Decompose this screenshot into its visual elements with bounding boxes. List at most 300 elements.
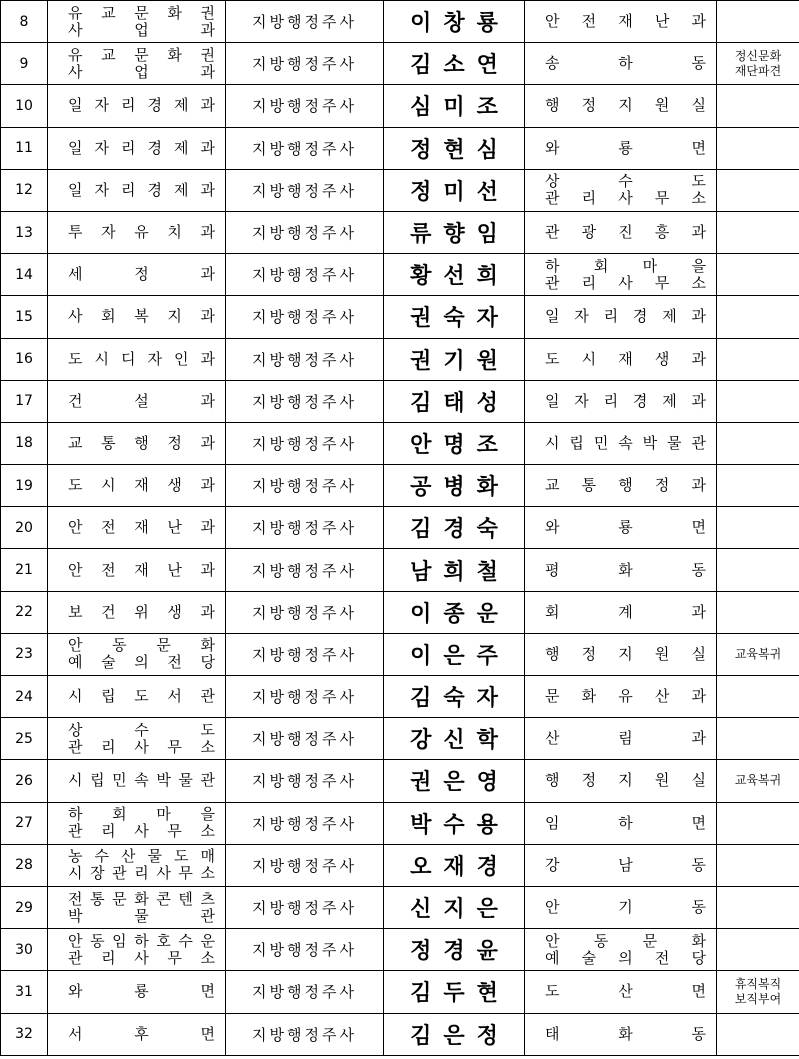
- remark-cell: [717, 338, 799, 380]
- dept-char: 권: [200, 45, 215, 64]
- name-cell: 권숙자: [384, 296, 525, 338]
- previous-dept-cell: [48, 633, 226, 675]
- dept-char: 호: [156, 931, 171, 950]
- table-row: [1, 802, 799, 844]
- dept-char: 리: [121, 180, 136, 199]
- grade-cell: 지방행정주사: [226, 760, 384, 802]
- dept-line: [545, 308, 706, 325]
- dept-char: 소: [200, 864, 215, 883]
- grade-cell: 지방행정주사: [226, 929, 384, 971]
- dept-line: [68, 435, 215, 452]
- name-cell: 심미조: [384, 85, 525, 127]
- new-dept-cell: [525, 507, 717, 549]
- row-number: 18: [1, 422, 48, 464]
- dept-char: 면: [200, 982, 215, 1001]
- dept-char: 과: [691, 12, 706, 31]
- dept-char: 과: [200, 391, 215, 410]
- dept-char: 관: [68, 948, 83, 967]
- table-row: [1, 127, 799, 169]
- dept-char: 유: [68, 3, 83, 22]
- dept-line: [68, 772, 215, 789]
- dept-char: 과: [691, 349, 706, 368]
- dept-line: [545, 351, 706, 368]
- dept-line: [68, 933, 215, 950]
- name-cell: 정경윤: [384, 929, 525, 971]
- grade-cell: 지방행정주사: [226, 1013, 384, 1056]
- table-row: [1, 211, 799, 253]
- dept-char: 리: [121, 96, 136, 115]
- dept-char: 후: [134, 1024, 149, 1043]
- remark-cell: [717, 718, 799, 760]
- dept-char: 임: [545, 813, 560, 832]
- dept-char: 와: [545, 518, 560, 537]
- dept-char: 제: [662, 391, 677, 410]
- dept-char: 상: [68, 720, 83, 739]
- previous-dept-cell: [48, 929, 226, 971]
- dept-char: 관: [200, 906, 215, 925]
- new-dept-cell: [525, 929, 717, 971]
- dept-char: 면: [691, 813, 706, 832]
- dept-char: 문: [156, 636, 171, 655]
- dept-line: [68, 654, 215, 671]
- dept-line: [68, 848, 215, 865]
- dept-char: 동: [90, 931, 105, 950]
- dept-char: 재: [618, 12, 633, 31]
- row-number: 25: [1, 718, 48, 760]
- table-row: [1, 169, 799, 211]
- dept-char: 안: [545, 898, 560, 917]
- name-cell: 공병화: [384, 465, 525, 507]
- dept-char: 원: [654, 644, 670, 663]
- dept-line: [68, 140, 215, 157]
- dept-char: 사: [134, 822, 149, 841]
- dept-char: 재: [134, 560, 149, 579]
- dept-char: 술: [581, 948, 597, 967]
- row-number: 30: [1, 929, 48, 971]
- new-dept-cell: [525, 886, 717, 928]
- dept-char: 동: [691, 1024, 706, 1043]
- dept-line: [545, 435, 706, 452]
- dept-char: 관: [545, 273, 560, 292]
- table-row: [1, 43, 799, 85]
- name-cell: 김태성: [384, 380, 525, 422]
- new-dept-cell: [525, 549, 717, 591]
- dept-char: 동: [691, 898, 706, 917]
- dept-char: 통: [101, 433, 116, 452]
- grade-cell: 지방행정주사: [226, 380, 384, 422]
- dept-line: [545, 224, 706, 241]
- remark-cell: [717, 886, 799, 928]
- dept-char: 정: [654, 476, 670, 495]
- dept-char: 흥: [654, 223, 670, 242]
- dept-line: [545, 258, 706, 275]
- new-dept-cell: [525, 971, 717, 1013]
- name-cell: 김소연: [384, 43, 525, 85]
- dept-line: [545, 815, 706, 832]
- new-dept-cell: [525, 1, 717, 43]
- remark-cell: [717, 85, 799, 127]
- dept-line: [68, 1026, 215, 1043]
- dept-line: [68, 908, 215, 925]
- dept-char: 교: [101, 3, 116, 22]
- dept-char: 안: [545, 931, 560, 950]
- name-cell: 권은영: [384, 760, 525, 802]
- dept-char: 설: [134, 391, 149, 410]
- name-cell: 이종운: [384, 591, 525, 633]
- dept-char: 립: [90, 771, 105, 790]
- dept-char: 화: [134, 889, 149, 908]
- dept-line: [68, 562, 215, 579]
- name-cell: 황선희: [384, 254, 525, 296]
- dept-line: [68, 47, 215, 64]
- dept-char: 투: [68, 223, 83, 242]
- remark-cell: [717, 844, 799, 886]
- previous-dept-cell: [48, 296, 226, 338]
- dept-char: 남: [618, 855, 633, 874]
- previous-dept-cell: [48, 1, 226, 43]
- previous-dept-cell: [48, 380, 226, 422]
- dept-char: 자: [147, 349, 162, 368]
- table-row: [1, 591, 799, 633]
- dept-char: 사: [134, 737, 149, 756]
- dept-char: 도: [174, 847, 189, 866]
- dept-char: 시: [545, 433, 560, 452]
- dept-char: 소: [691, 273, 706, 292]
- dept-line: [68, 22, 215, 39]
- dept-char: 시: [68, 687, 83, 706]
- grade-cell: 지방행정주사: [226, 886, 384, 928]
- row-number: 26: [1, 760, 48, 802]
- dept-char: 산: [121, 847, 136, 866]
- dept-char: 평: [545, 560, 560, 579]
- remark-cell: [717, 296, 799, 338]
- dept-char: 동: [691, 560, 706, 579]
- row-number: 19: [1, 465, 48, 507]
- dept-char: 리: [603, 307, 619, 326]
- dept-char: 제: [174, 96, 189, 115]
- name-cell: 강신학: [384, 718, 525, 760]
- previous-dept-cell: [48, 507, 226, 549]
- dept-char: 안: [68, 636, 83, 655]
- new-dept-cell: [525, 380, 717, 422]
- dept-char: 건: [68, 391, 83, 410]
- dept-char: 전: [581, 12, 597, 31]
- dept-char: 회: [101, 307, 116, 326]
- dept-char: 태: [545, 1024, 560, 1043]
- dept-char: 안: [545, 12, 560, 31]
- table-row: [1, 886, 799, 928]
- dept-char: 도: [68, 476, 83, 495]
- dept-char: 립: [569, 433, 584, 452]
- grade-cell: 지방행정주사: [226, 633, 384, 675]
- dept-line: [68, 519, 215, 536]
- grade-cell: 지방행정주사: [226, 296, 384, 338]
- dept-char: 속: [618, 433, 633, 452]
- name-cell: 오재경: [384, 844, 525, 886]
- remark-text: 교육복귀: [734, 773, 782, 788]
- dept-char: 재: [618, 349, 633, 368]
- dept-char: 관: [112, 864, 127, 883]
- dept-char: 전: [101, 560, 116, 579]
- remark-cell: [717, 169, 799, 211]
- dept-char: 도: [134, 687, 149, 706]
- new-dept-cell: [525, 718, 717, 760]
- dept-char: 무: [167, 737, 182, 756]
- dept-char: 리: [101, 737, 116, 756]
- name-cell: 정미선: [384, 169, 525, 211]
- dept-char: 하: [545, 256, 560, 275]
- dept-line: [545, 275, 706, 292]
- remark-cell: [717, 549, 799, 591]
- dept-char: 화: [618, 1024, 633, 1043]
- dept-char: 사: [156, 864, 171, 883]
- dept-char: 계: [618, 602, 633, 621]
- dept-char: 통: [90, 889, 105, 908]
- new-dept-cell: [525, 591, 717, 633]
- new-dept-cell: [525, 760, 717, 802]
- dept-char: 도: [200, 720, 215, 739]
- dept-char: 무: [654, 273, 670, 292]
- dept-char: 강: [545, 855, 560, 874]
- grade-cell: 지방행정주사: [226, 971, 384, 1013]
- dept-char: 세: [68, 265, 83, 284]
- dept-char: 제: [174, 138, 189, 157]
- dept-char: 과: [200, 138, 215, 157]
- new-dept-cell: [525, 422, 717, 464]
- dept-char: 매: [200, 847, 215, 866]
- dept-line: [545, 857, 706, 874]
- dept-line: [545, 477, 706, 494]
- dept-char: 자: [94, 96, 109, 115]
- dept-char: 수: [94, 847, 109, 866]
- table-row: [1, 549, 799, 591]
- table-row: [1, 1013, 799, 1056]
- dept-char: 보: [68, 602, 83, 621]
- dept-char: 진: [618, 223, 633, 242]
- previous-dept-cell: [48, 549, 226, 591]
- dept-char: 과: [200, 180, 215, 199]
- dept-char: 교: [545, 476, 560, 495]
- dept-char: 인: [174, 349, 189, 368]
- table-row: [1, 85, 799, 127]
- dept-char: 룡: [618, 518, 633, 537]
- grade-cell: 지방행정주사: [226, 1, 384, 43]
- dept-char: 업: [134, 62, 149, 81]
- dept-char: 시: [94, 349, 109, 368]
- table-row: [1, 338, 799, 380]
- name-cell: 안명조: [384, 422, 525, 464]
- remark-cell: [717, 127, 799, 169]
- table-row: [1, 676, 799, 718]
- table-row: [1, 633, 799, 675]
- dept-char: 난: [654, 12, 670, 31]
- name-cell: 권기원: [384, 338, 525, 380]
- dept-char: 과: [691, 602, 706, 621]
- previous-dept-cell: [48, 85, 226, 127]
- grade-cell: 지방행정주사: [226, 718, 384, 760]
- name-cell: 남희철: [384, 549, 525, 591]
- dept-char: 난: [167, 518, 182, 537]
- grade-cell: 지방행정주사: [226, 127, 384, 169]
- name-cell: 류향임: [384, 211, 525, 253]
- dept-char: 관: [200, 687, 215, 706]
- new-dept-cell: [525, 127, 717, 169]
- dept-char: 물: [147, 847, 162, 866]
- dept-char: 립: [101, 687, 116, 706]
- dept-line: [545, 983, 706, 1000]
- previous-dept-cell: [48, 422, 226, 464]
- dept-line: [545, 1026, 706, 1043]
- dept-char: 룡: [134, 982, 149, 1001]
- dept-char: 일: [68, 96, 83, 115]
- dept-char: 박: [68, 906, 83, 925]
- dept-char: 지: [618, 771, 633, 790]
- dept-char: 리: [101, 822, 116, 841]
- dept-char: 관: [68, 737, 83, 756]
- dept-char: 사: [68, 307, 83, 326]
- dept-char: 지: [618, 644, 633, 663]
- dept-char: 지: [167, 307, 182, 326]
- name-cell: 신지은: [384, 886, 525, 928]
- dept-char: 화: [581, 687, 597, 706]
- previous-dept-cell: [48, 718, 226, 760]
- dept-line: [545, 646, 706, 663]
- dept-char: 과: [200, 349, 215, 368]
- dept-line: [545, 604, 706, 621]
- remark-cell: [717, 633, 799, 675]
- dept-line: [545, 97, 706, 114]
- dept-char: 기: [618, 898, 633, 917]
- dept-char: 안: [68, 518, 83, 537]
- table-row: [1, 718, 799, 760]
- dept-char: 과: [691, 687, 706, 706]
- dept-char: 사: [134, 948, 149, 967]
- dept-char: 유: [618, 687, 633, 706]
- dept-char: 을: [200, 805, 215, 824]
- previous-dept-cell: [48, 886, 226, 928]
- dept-char: 을: [691, 256, 706, 275]
- dept-char: 위: [134, 602, 149, 621]
- dept-char: 소: [200, 737, 215, 756]
- dept-line: [545, 562, 706, 579]
- remark-cell: [717, 254, 799, 296]
- dept-char: 경: [147, 180, 162, 199]
- dept-char: 사: [68, 62, 83, 81]
- previous-dept-cell: [48, 254, 226, 296]
- dept-char: 산: [618, 982, 633, 1001]
- dept-char: 디: [121, 349, 136, 368]
- row-number: 20: [1, 507, 48, 549]
- dept-char: 문: [134, 45, 149, 64]
- table-row: [1, 465, 799, 507]
- row-number: 31: [1, 971, 48, 1013]
- dept-char: 시: [68, 771, 83, 790]
- dept-char: 상: [545, 172, 560, 191]
- dept-line: [545, 13, 706, 30]
- dept-line: [545, 688, 706, 705]
- remark-cell: [717, 211, 799, 253]
- remark-cell: [717, 1013, 799, 1056]
- dept-char: 산: [654, 687, 670, 706]
- dept-line: [68, 806, 215, 823]
- dept-char: 도: [691, 172, 706, 191]
- dept-char: 시: [581, 349, 597, 368]
- dept-char: 무: [654, 189, 670, 208]
- name-cell: 김두현: [384, 971, 525, 1013]
- dept-char: 과: [691, 476, 706, 495]
- remark-cell: [717, 760, 799, 802]
- dept-char: 동: [691, 54, 706, 73]
- grade-cell: 지방행정주사: [226, 254, 384, 296]
- dept-line: [68, 823, 215, 840]
- dept-line: [68, 722, 215, 739]
- grade-cell: 지방행정주사: [226, 422, 384, 464]
- dept-char: 리: [121, 138, 136, 157]
- dept-char: 광: [581, 223, 597, 242]
- dept-char: 회: [593, 256, 609, 275]
- dept-char: 물: [178, 771, 193, 790]
- dept-char: 정: [134, 265, 149, 284]
- dept-char: 과: [200, 20, 215, 39]
- dept-char: 소: [200, 822, 215, 841]
- dept-char: 리: [134, 864, 149, 883]
- row-number: 23: [1, 633, 48, 675]
- dept-char: 건: [101, 602, 116, 621]
- dept-char: 재: [134, 476, 149, 495]
- grade-cell: 지방행정주사: [226, 676, 384, 718]
- dept-char: 당: [691, 948, 706, 967]
- dept-char: 권: [200, 3, 215, 22]
- dept-char: 박: [642, 433, 658, 452]
- dept-line: [545, 730, 706, 747]
- previous-dept-cell: [48, 760, 226, 802]
- dept-char: 교: [101, 45, 116, 64]
- dept-char: 도: [545, 982, 560, 1001]
- dept-char: 전: [167, 653, 182, 672]
- grade-cell: 지방행정주사: [226, 169, 384, 211]
- dept-char: 시: [68, 864, 83, 883]
- dept-char: 과: [691, 729, 706, 748]
- table-row: [1, 844, 799, 886]
- remark-cell: [717, 929, 799, 971]
- remark-cell: [717, 1, 799, 43]
- dept-char: 하: [68, 805, 83, 824]
- previous-dept-cell: [48, 971, 226, 1013]
- dept-char: 생: [167, 476, 182, 495]
- dept-char: 동: [593, 931, 609, 950]
- dept-line: [68, 950, 215, 967]
- new-dept-cell: [525, 85, 717, 127]
- row-number: 28: [1, 844, 48, 886]
- dept-line: [68, 393, 215, 410]
- dept-char: 수: [178, 931, 193, 950]
- dept-char: 의: [618, 948, 633, 967]
- dept-char: 림: [618, 729, 633, 748]
- dept-char: 무: [167, 948, 182, 967]
- dept-char: 경: [632, 391, 648, 410]
- dept-char: 과: [200, 602, 215, 621]
- grade-cell: 지방행정주사: [226, 43, 384, 85]
- previous-dept-cell: [48, 127, 226, 169]
- dept-char: 유: [134, 223, 149, 242]
- dept-char: 자: [101, 223, 116, 242]
- dept-char: 와: [68, 982, 83, 1001]
- new-dept-cell: [525, 211, 717, 253]
- dept-char: 생: [167, 602, 182, 621]
- remark-cell: [717, 676, 799, 718]
- new-dept-cell: [525, 296, 717, 338]
- dept-char: 자: [574, 391, 589, 410]
